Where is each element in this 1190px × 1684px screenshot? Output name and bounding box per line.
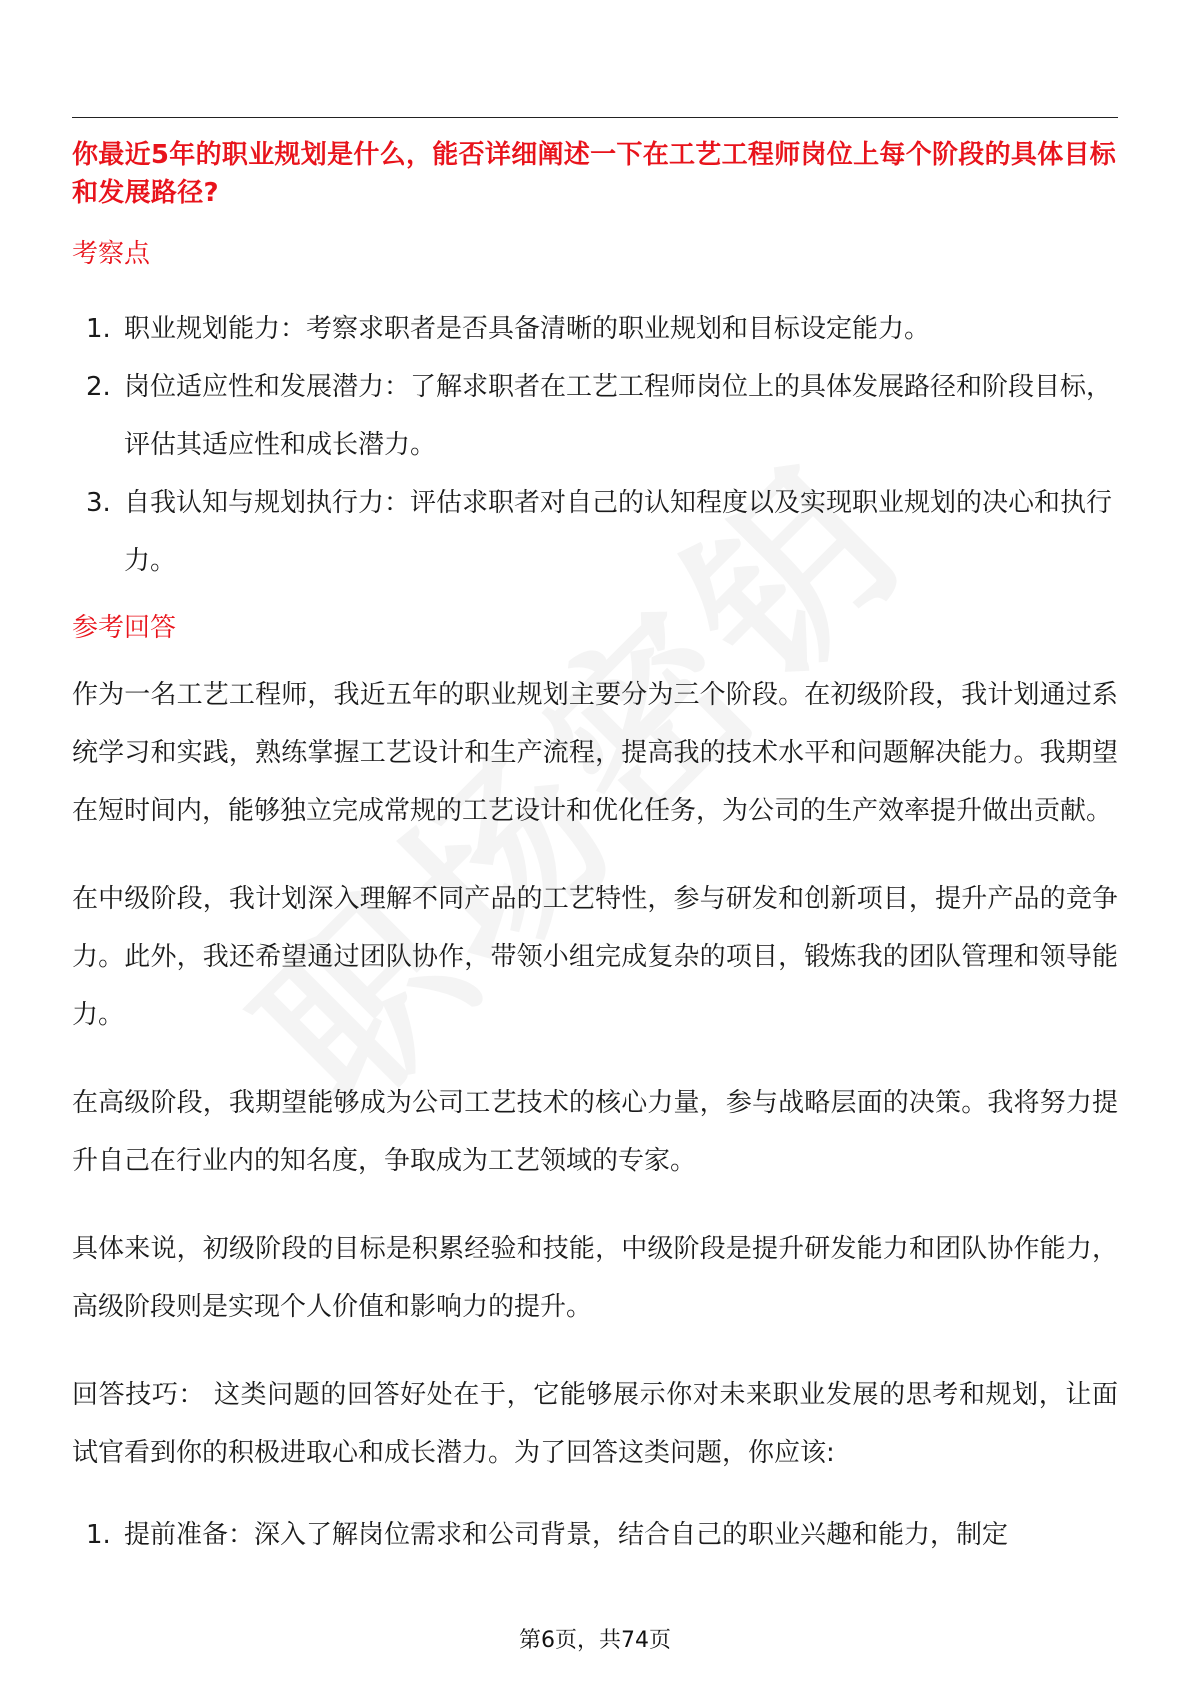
answer-section-title: 参考回答 [72, 613, 177, 643]
page-footer: 第6页，共74页 [519, 1628, 671, 1653]
answer-tips-paragraph: 回答技巧： 这类问题的回答好处在于，它能够展示你对未来职业发展的思考和规划，让面试官看到你的积极进取心和成长潜力。为了回答这类问题，你应该: [72, 1380, 1118, 1468]
question-heading: 你最近5年的职业规划是什么，能否详细阐述一下在工艺工程师岗位上每个阶段的具体目标和发展路径? [72, 140, 1117, 208]
answer-paragraph: 具体来说，初级阶段的目标是积累经验和技能，中级阶段是提升研发能力和团队协作能力，高级阶段则是实现个人价值和影响力的提升。 [72, 1234, 1118, 1322]
list-item [72, 474, 1118, 590]
list-number: 3. [86, 488, 111, 518]
tips-list [72, 1506, 1118, 1564]
answer-paragraph: 在高级阶段，我期望能够成为公司工艺技术的核心力量，参与战略层面的决策。我将努力提升自己在行业内的知名度，争取成为工艺领域的专家。 [72, 1088, 1118, 1176]
list-item [72, 1506, 1118, 1564]
answer-paragraph: 在中级阶段，我计划深入理解不同产品的工艺特性，参与研发和创新项目，提升产品的竞争力。此外，我还希望通过团队协作，带领小组完成复杂的项目，锻炼我的团队管理和领导能力。 [72, 884, 1118, 1030]
list-item [72, 358, 1118, 474]
list-item-text: 职业规划能力：考察求职者是否具备清晰的职业规划和目标设定能力。 [124, 314, 931, 344]
list-number: 1. [86, 1520, 111, 1550]
answer-paragraph: 作为一名工艺工程师，我近五年的职业规划主要分为三个阶段。在初级阶段，我计划通过系统学习和实践，熟练掌握工艺设计和生产流程，提高我的技术水平和问题解决能力。我期望在短时间内，能够独立完成常规的工艺设计和优化任务，为公司的生产效率提升做出贡献。 [72, 680, 1118, 826]
list-number: 1. [86, 314, 111, 344]
list-item-text: 提前准备：深入了解岗位需求和公司背景，结合自己的职业兴趣和能力，制定 [124, 1520, 1009, 1550]
examine-points-list [72, 300, 1118, 590]
list-number: 2. [86, 372, 111, 402]
list-item-text: 岗位适应性和发展潜力：了解求职者在工艺工程师岗位上的具体发展路径和阶段目标，评估其适应性和成长潜力。 [124, 372, 1113, 460]
examine-section-title: 考察点 [72, 239, 151, 269]
list-item [72, 300, 1118, 358]
top-divider [72, 117, 1118, 118]
document-body [72, 136, 1118, 1564]
list-item-text: 自我认知与规划执行力：评估求职者对自己的认知程度以及实现职业规划的决心和执行力。 [124, 488, 1113, 576]
